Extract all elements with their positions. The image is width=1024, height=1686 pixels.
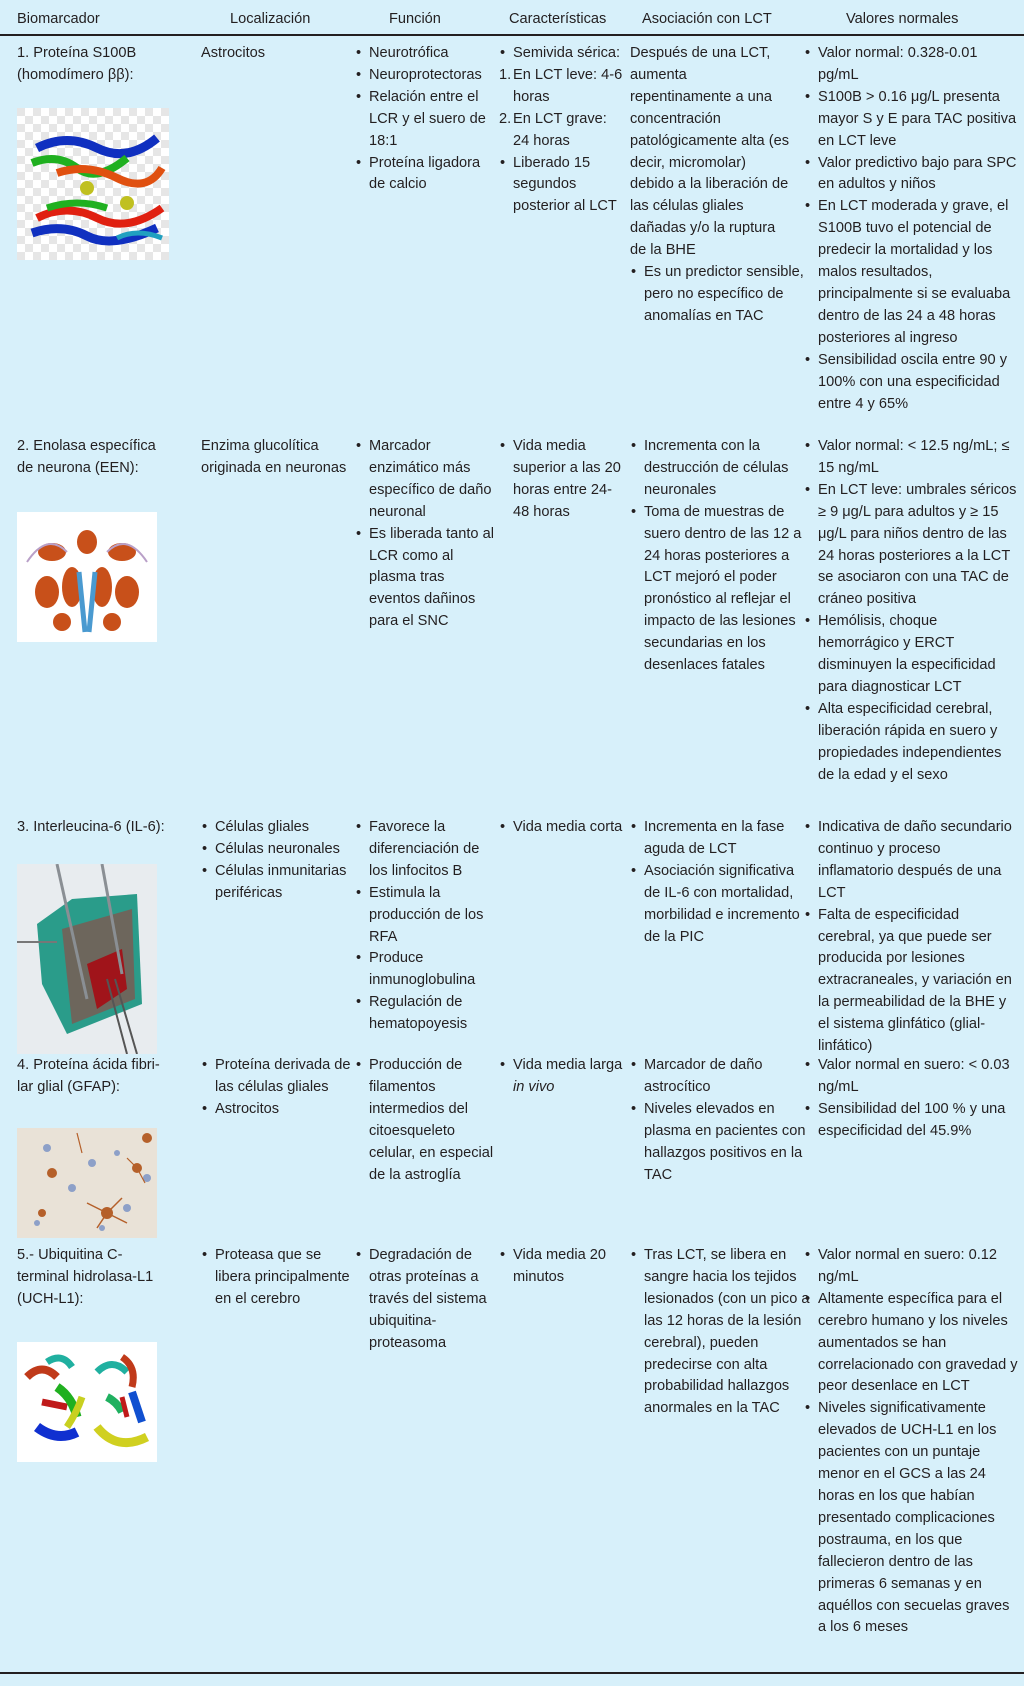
function-item: • Neuroprotectoras: [355, 65, 495, 87]
characteristic-text: En LCT grave: 24 horas: [513, 110, 607, 149]
characteristic-text: Liberado 15 segundos posterior al LCT: [513, 154, 617, 215]
function-list: [355, 436, 495, 633]
location-cell: [201, 43, 351, 65]
association-cell: [630, 817, 812, 948]
normal-value-item: • Valor normal: 0.328-0.01 pg/mL: [804, 43, 1019, 87]
characteristic-item: [499, 109, 624, 153]
association-list: [630, 817, 812, 948]
biomarker-cell: [17, 1245, 207, 1311]
biomarker-name-line: 1. Proteína S100B: [17, 45, 137, 61]
function-cell: [355, 436, 495, 633]
list-number: 2.: [499, 110, 512, 127]
function-cell: [355, 43, 495, 196]
characteristics-cell: [499, 1245, 624, 1289]
function-list: [355, 1055, 495, 1186]
association-cell: [630, 1245, 812, 1420]
header-asociacion: Asociación con LCT: [642, 11, 772, 27]
header-funcion: Función: [389, 11, 441, 27]
location-text: Astrocitos: [201, 45, 266, 61]
location-cell: [201, 1245, 351, 1311]
function-list: [355, 1245, 495, 1355]
association-list: [630, 1055, 812, 1186]
normal-values-list: [804, 436, 1019, 787]
normal-values-cell: [804, 43, 1019, 415]
normal-values-list: [804, 43, 1019, 415]
header-caracteristicas: Características: [509, 11, 607, 27]
characteristic-text: Vida media superior a las 20 horas entre 24-48 horas: [513, 438, 621, 520]
association-cell: [630, 436, 812, 677]
biomarker-cell: [17, 1055, 207, 1099]
characteristics-list: [499, 436, 624, 524]
enolase-structure-image: [17, 512, 185, 642]
characteristic-item: [499, 1055, 624, 1099]
association-list: [630, 262, 812, 328]
normal-value-item: • Sensibilidad del 100 % y una especificidad del 45.9%: [804, 1099, 1019, 1143]
normal-value-item: • Altamente específica para el cerebro humano y los niveles aumentados se han correlacionado con gravedad y peor desenlace en LCT: [804, 1289, 1019, 1399]
function-item: • Regulación de hematopoyesis: [355, 992, 495, 1036]
uch-l1-structure-image: [17, 1342, 185, 1462]
function-cell: [355, 1245, 495, 1355]
normal-value-item: • Sensibilidad oscila entre 90 y 100% con una especificidad entre 4 y 65%: [804, 350, 1019, 416]
biomarker-name-line: 3. Interleucina-6 (IL-6):: [17, 819, 165, 835]
characteristic-item: [499, 43, 624, 65]
association-list: [630, 1245, 812, 1420]
header-biomarcador: Biomarcador: [17, 11, 100, 27]
characteristic-item: [499, 817, 624, 839]
normal-values-list: [804, 1055, 1019, 1143]
location-list: [201, 1055, 351, 1121]
characteristics-list: [499, 1055, 624, 1099]
characteristics-list: [499, 43, 624, 218]
normal-value-item: • En LCT leve: umbrales séricos ≥ 9 μg/L para adultos y ≥ 15 μg/L para niños dentro de las 24 horas posteriores a la LCT se asociaron con una TAC de cráneo positiva: [804, 480, 1019, 611]
normal-value-item: • Falta de especificidad cerebral, ya que puede ser producida por lesiones extracraneales, y variación en la permeabilidad de la BHE y el sistema glinfático (glial-linfático): [804, 905, 1019, 1058]
location-item: • Células gliales: [201, 817, 351, 839]
biomarker-cell: [17, 43, 207, 87]
location-item: • Astrocitos: [201, 1099, 351, 1121]
normal-value-item: • Hemólisis, choque hemorrágico y ERCT disminuyen la especificidad para diagnosticar LCT: [804, 611, 1019, 699]
header-valores: Valores normales: [846, 11, 959, 27]
surgical-photo-image: [17, 864, 185, 1054]
location-list: [201, 1245, 351, 1311]
location-text: Enzima glucolítica originada en neuronas: [201, 438, 347, 476]
normal-value-item: • Valor normal en suero: < 0.03 ng/mL: [804, 1055, 1019, 1099]
characteristics-cell: [499, 436, 624, 524]
association-item: • Tras LCT, se libera en sangre hacia los tejidos lesionados (con un pico a las 12 horas de la lesión cerebral), pueden predecirse con alta probabilidad hallazgos anormales en la TAC: [630, 1245, 812, 1420]
function-item: • Marcador enzimático más específico de daño neuronal: [355, 436, 495, 524]
location-item: • Células neuronales: [201, 839, 351, 861]
function-item: • Es liberada tanto al LCR como al plasma tras eventos dañinos para el SNC: [355, 524, 495, 634]
normal-values-cell: [804, 1245, 1019, 1639]
list-number: 1.: [499, 66, 512, 83]
association-cell: [630, 43, 812, 328]
biomarker-name-line: (homodímero ββ):: [17, 66, 134, 83]
function-cell: [355, 817, 495, 1036]
function-item: • Proteína ligadora de calcio: [355, 153, 495, 197]
biomarker-name-line: terminal hidrolasa-L1: [17, 1268, 154, 1285]
location-item: • Proteína derivada de las células gliales: [201, 1055, 351, 1099]
association-item: • Marcador de daño astrocítico: [630, 1055, 812, 1099]
protein-s100b-structure-image: [17, 108, 185, 260]
normal-value-item: • Valor predictivo bajo para SPC en adultos y niños: [804, 153, 1019, 197]
characteristic-italic: in vivo: [513, 1078, 555, 1095]
normal-value-item: • En LCT moderada y grave, el S100B tuvo el potencial de predecir la mortalidad y los malos resultados, principalmente si se evaluaba dentro de las 24 a 48 horas posteriores al ingreso: [804, 196, 1019, 349]
function-item: • Neurotrófica: [355, 43, 495, 65]
characteristic-item: [499, 436, 624, 524]
characteristics-cell: [499, 817, 624, 839]
function-item: • Degradación de otras proteínas a través del sistema ubiquitina-proteasoma: [355, 1245, 495, 1355]
table-bottom-rule: [0, 1672, 1024, 1674]
characteristic-text: Vida media larga: [513, 1057, 623, 1073]
location-item: • Proteasa que se libera principalmente en el cerebro: [201, 1245, 351, 1311]
location-item: • Células inmunitarias periféricas: [201, 861, 351, 905]
association-intro: Después de una LCT, aumenta repentinamente a una concentración patológicamente alta (es decir, micromolar) debido a la liberación de las células gliales dañadas y/o la ruptura de la BHE: [630, 45, 790, 259]
biomarker-name-line: 4. Proteína ácida fibri-: [17, 1057, 160, 1073]
characteristic-text: Semivida sérica:: [513, 45, 621, 61]
function-item: • Favorece la diferenciación de los linfocitos B: [355, 817, 495, 883]
characteristics-cell: [499, 43, 624, 218]
association-item: • Toma de muestras de suero dentro de las 12 a 24 horas posteriores a LCT mejoró el poder pronóstico al reflejar el impacto de las lesiones secundarias en los desenlaces fatales: [630, 502, 812, 677]
normal-values-cell: [804, 817, 1019, 1058]
characteristics-list: [499, 817, 624, 839]
normal-value-item: • Niveles significativamente elevados de UCH-L1 en los pacientes con un puntaje menor en el GCS a las 24 horas en los que habían presentado complicaciones postrauma, en los que fallecieron dentro de las primeras 6 semanas y en aquéllos con secuelas graves a los 6 meses: [804, 1398, 1019, 1639]
location-cell: [201, 817, 351, 905]
astrocyte-histology-image: [17, 1128, 185, 1238]
function-item: • Relación entre el LCR y el suero de 18:1: [355, 87, 495, 153]
biomarker-name-line: (UCH-L1):: [17, 1290, 84, 1307]
function-list: [355, 43, 495, 196]
characteristic-item: [499, 65, 624, 109]
normal-value-item: • Valor normal: < 12.5 ng/mL; ≤ 15 ng/mL: [804, 436, 1019, 480]
biomarker-name-line: lar glial (GFAP):: [17, 1078, 120, 1095]
normal-value-item: • Alta especificidad cerebral, liberación rápida en suero y propiedades independientes de la edad y el sexo: [804, 699, 1019, 787]
function-item: • Produce inmunoglobulina: [355, 948, 495, 992]
location-cell: [201, 436, 351, 480]
characteristic-text: Vida media corta: [513, 819, 623, 835]
association-item: • Incrementa en la fase aguda de LCT: [630, 817, 812, 861]
normal-values-list: [804, 1245, 1019, 1639]
biomarker-name-line: 5.- Ubiquitina C-: [17, 1247, 123, 1263]
location-cell: [201, 1055, 351, 1121]
characteristics-cell: [499, 1055, 624, 1099]
biomarker-cell: [17, 436, 207, 480]
biomarker-cell: [17, 817, 207, 839]
function-list: [355, 817, 495, 1036]
biomarker-name-line: de neurona (EEN):: [17, 459, 139, 476]
characteristics-list: [499, 1245, 624, 1289]
association-item: • Incrementa con la destrucción de células neuronales: [630, 436, 812, 502]
location-list: [201, 817, 351, 905]
association-item: • Es un predictor sensible, pero no específico de anomalías en TAC: [630, 262, 812, 328]
characteristic-item: [499, 153, 624, 219]
association-list: [630, 436, 812, 677]
characteristic-text: Vida media 20 minutos: [513, 1247, 607, 1285]
function-item: • Estimula la producción de los RFA: [355, 883, 495, 949]
normal-values-cell: [804, 436, 1019, 787]
association-cell: [630, 1055, 812, 1186]
normal-value-item: • Valor normal en suero: 0.12 ng/mL: [804, 1245, 1019, 1289]
biomarker-name-line: 2. Enolasa específica: [17, 438, 156, 454]
header-localizacion: Localización: [230, 11, 311, 27]
table-header: [0, 0, 1024, 36]
normal-value-item: • S100B > 0.16 μg/L presenta mayor S y E para TAC positiva en LCT leve: [804, 87, 1019, 153]
function-item: • Producción de filamentos intermedios del citoesqueleto celular, en especial de la astroglía: [355, 1055, 495, 1186]
normal-value-item: • Indicativa de daño secundario continuo y proceso inflamatorio después de una LCT: [804, 817, 1019, 905]
normal-values-list: [804, 817, 1019, 1058]
association-item: • Asociación significativa de IL-6 con mortalidad, morbilidad e incremento de la PIC: [630, 861, 812, 949]
function-cell: [355, 1055, 495, 1186]
characteristic-item: [499, 1245, 624, 1289]
normal-values-cell: [804, 1055, 1019, 1143]
association-item: • Niveles elevados en plasma en pacientes con hallazgos positivos en la TAC: [630, 1099, 812, 1187]
characteristic-text: En LCT leve: 4-6 horas: [513, 66, 623, 105]
